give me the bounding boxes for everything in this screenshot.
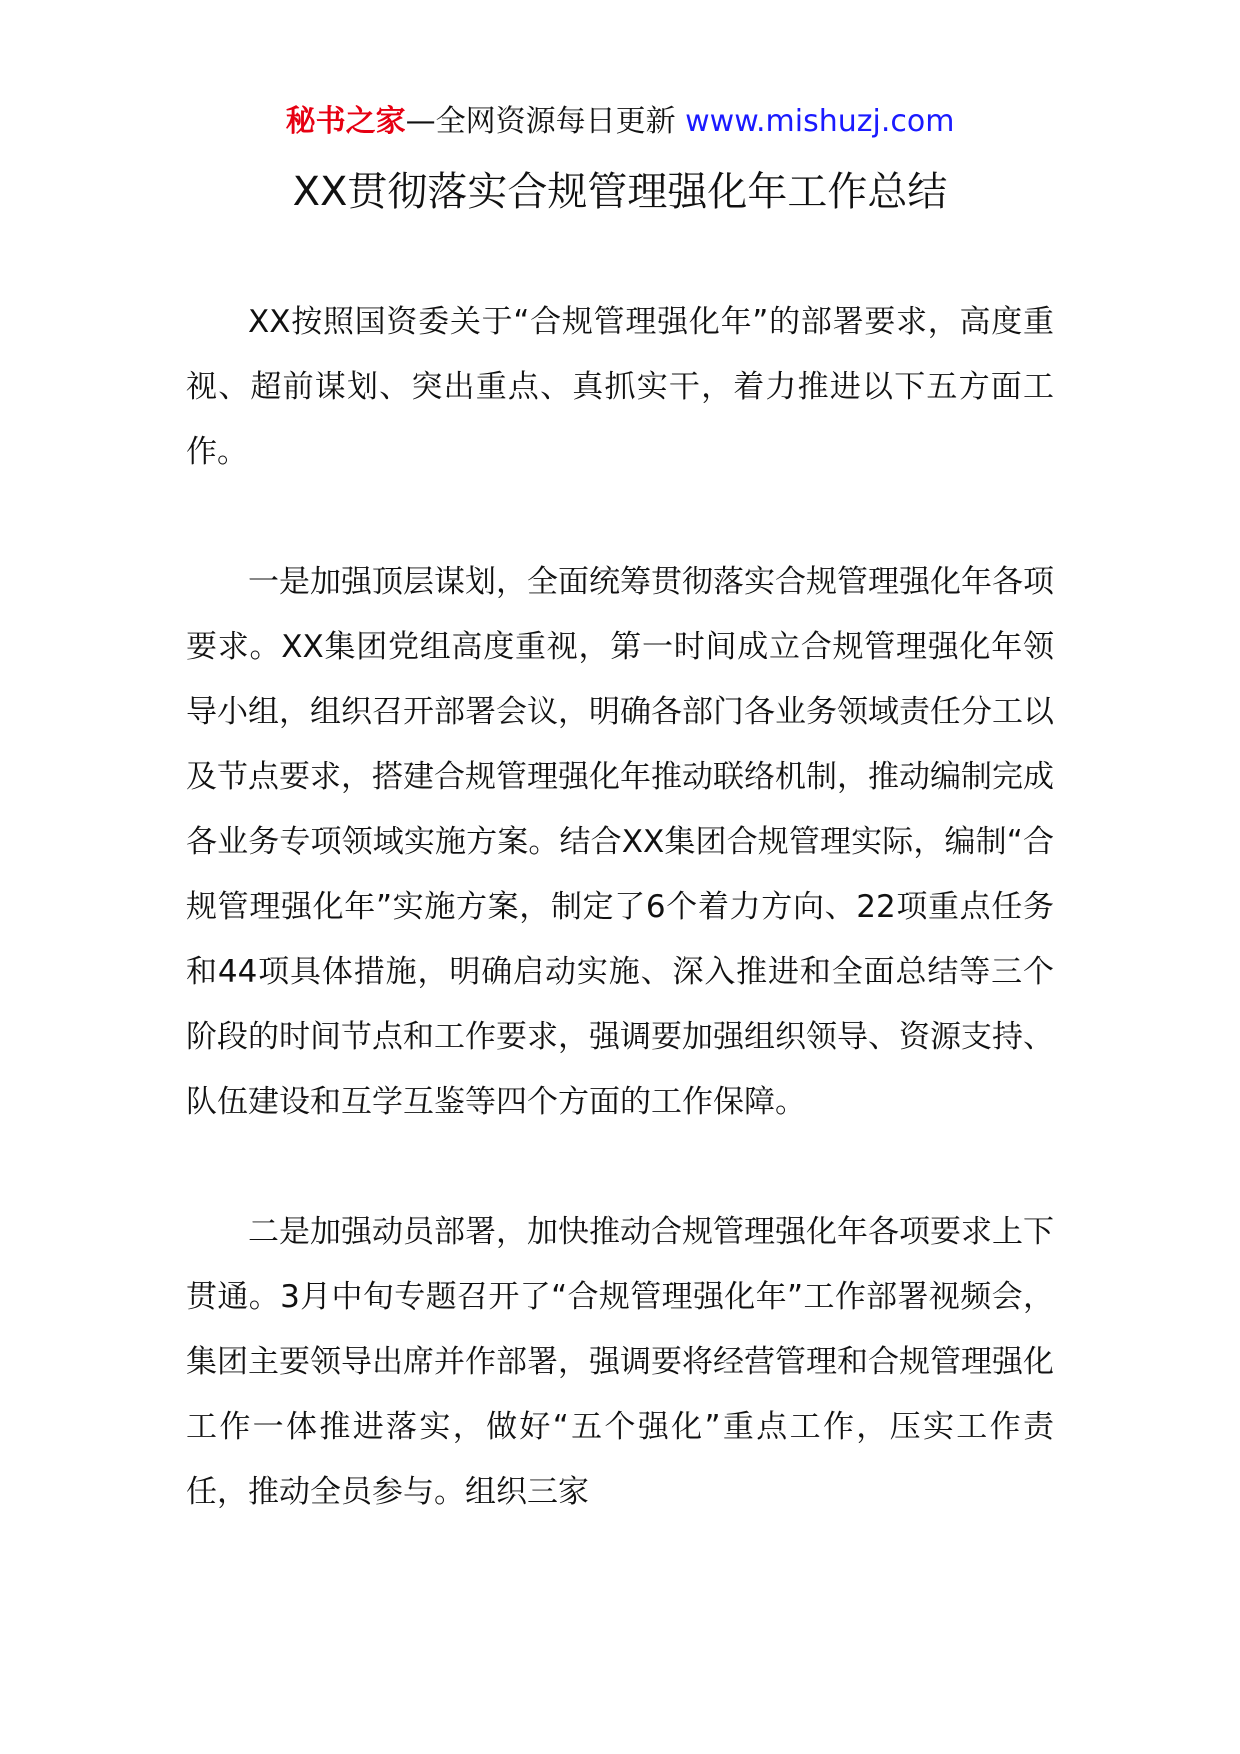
paragraph-point-two: 二是加强动员部署，加快推动合规管理强化年各项要求上下贯通。3月中旬专题召开了“合规管理强化年”工作部署视频会，集团主要领导出席并作部署，强调要将经营管理和合规管理强化工作一体推进落实，做好“五个强化”重点工作，压实工作责任，推动全员参与。组织三家 <box>186 1214 1054 1510</box>
site-header <box>0 102 1240 142</box>
paragraph-intro: XX按照国资委关于“合规管理强化年”的部署要求，高度重视、超前谋划、突出重点、真抓实干，着力推进以下五方面工作。 <box>186 304 1054 470</box>
brand-name: 秘书之家 <box>285 104 406 139</box>
paragraph-point-one: 一是加强顶层谋划，全面统筹贯彻落实合规管理强化年各项要求。XX集团党组高度重视，第一时间成立合规管理强化年领导小组，组织召开部署会议，明确各部门各业务领域责任分工以及节点要求，搭建合规管理强化年推动联络机制，推动编制完成各业务专项领域实施方案。结合XX集团合规管理实际，编制“合规管理强化年”实施方案，制定了6个着力方向、22项重点任务和44项具体措施，明确启动实施、深入推进和全面总结等三个阶段的时间节点和工作要求，强调要加强组织领导、资源支持、队伍建设和互学互鉴等四个方面的工作保障。 <box>186 564 1054 1120</box>
header-tagline: —全网资源每日更新 <box>405 104 676 139</box>
site-url-link[interactable]: www.mishuzj.com <box>685 104 955 139</box>
document-body <box>186 290 1054 1590</box>
document-title: XX贯彻落实合规管理强化年工作总结 <box>292 169 948 215</box>
